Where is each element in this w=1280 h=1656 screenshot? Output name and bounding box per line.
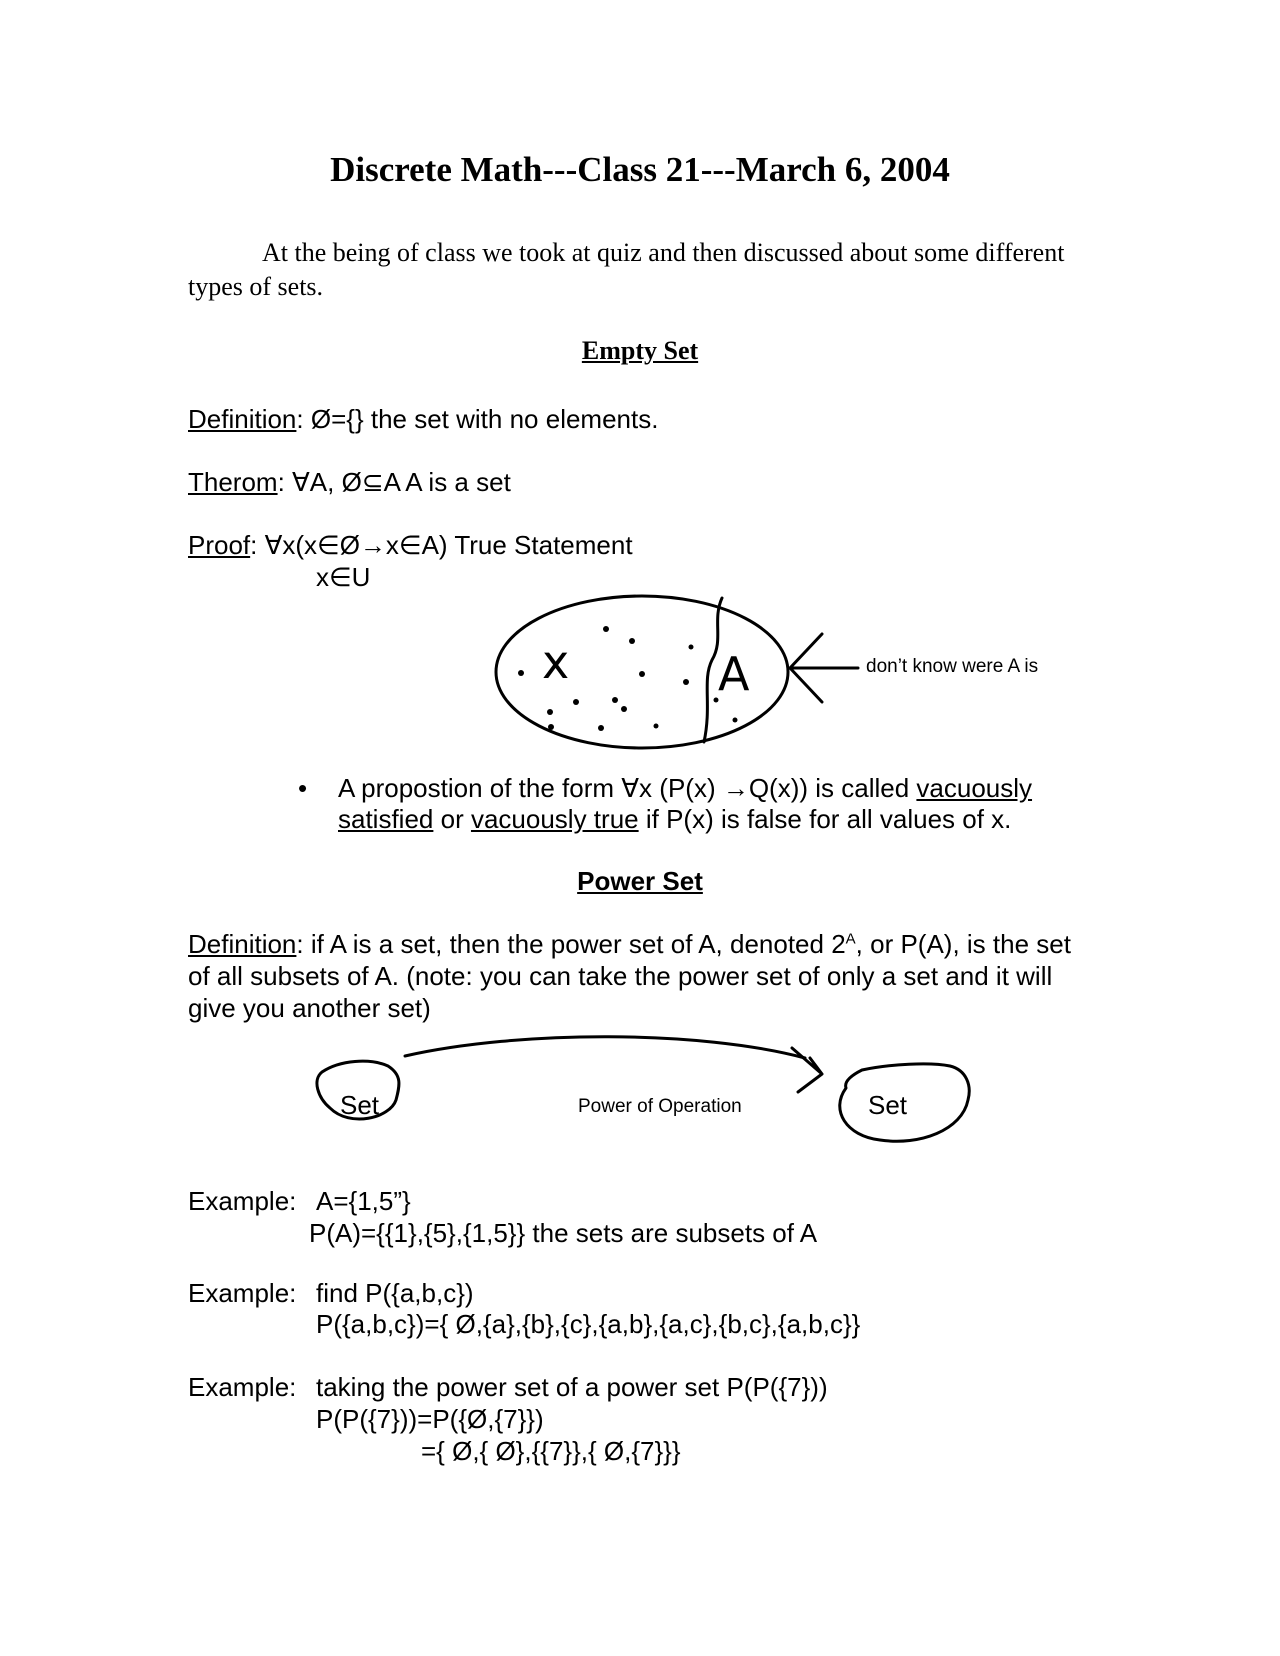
power-set-heading: Power Set bbox=[577, 866, 703, 896]
example-2-line1: find P({a,b,c}) bbox=[316, 1278, 474, 1308]
example-3-line2: P(P({7}))=P({Ø,{7}}) bbox=[316, 1404, 544, 1434]
definition-label: Definition bbox=[188, 404, 297, 434]
definition-part1: : if A is a set, then the power set of A, denoted 2 bbox=[296, 929, 846, 959]
operation-arc bbox=[405, 1037, 805, 1058]
bullet-part1: A propostion of the form ∀x (P(x) →Q(x)) is called bbox=[338, 773, 917, 803]
bullet-term1: vacuously satisfied bbox=[338, 773, 1033, 834]
definition-superscript: A bbox=[845, 930, 856, 948]
diagram-operation-label: Power of Operation bbox=[578, 1096, 742, 1117]
theorem-label: Therom bbox=[188, 467, 278, 497]
bullet-part2: or bbox=[433, 804, 471, 834]
empty-set-heading: Empty Set bbox=[581, 336, 699, 365]
example-2-line2: P({a,b,c})={ Ø,{a},{b},{c},{a,b},{a,c},{b,c},{a,b,c}} bbox=[316, 1309, 861, 1339]
diagram-x-label: x bbox=[542, 635, 570, 689]
diagram-right-set: Set bbox=[868, 1090, 908, 1120]
vacuous-bullet bbox=[338, 773, 1098, 835]
diagram-a-label: A bbox=[718, 647, 750, 701]
bullet-icon: • bbox=[298, 773, 308, 803]
power-set-definition bbox=[188, 928, 1088, 1024]
theorem-text: : ∀A, Ø⊆A A is a set bbox=[277, 467, 511, 497]
example-3-line3: ={ Ø,{ Ø},{{7}},{ Ø,{7}}} bbox=[421, 1436, 681, 1466]
page-title: Discrete Math---Class 21---March 6, 2004 bbox=[330, 150, 950, 189]
example-3-line1: taking the power set of a power set P(P({7})) bbox=[316, 1372, 828, 1402]
example-2-label: Example: bbox=[188, 1278, 297, 1308]
definition-text: : Ø={} the set with no elements. bbox=[296, 404, 659, 434]
example-3-label: Example: bbox=[188, 1372, 297, 1402]
intro-text: At the being of class we took at quiz and then discussed about some different types of sets. bbox=[188, 238, 1065, 301]
example-1-line1: A={1,5”} bbox=[316, 1186, 411, 1216]
proof-label: Proof bbox=[188, 530, 251, 560]
proof-text: : ∀x(x∈Ø→x∈A) True Statement bbox=[250, 530, 633, 560]
example-1-label: Example: bbox=[188, 1186, 297, 1216]
definition-label: Definition bbox=[188, 929, 297, 959]
diagram-left-set: Set bbox=[340, 1090, 380, 1120]
arrow-icon bbox=[790, 634, 858, 702]
definition-part2: , or P(A), is the set of all subsets of A. (note: you can take the power set of only a set and it will give you another set) bbox=[188, 929, 1071, 1023]
example-1-line2: P(A)={{1},{5},{1,5}} the sets are subsets of A bbox=[309, 1218, 818, 1248]
bullet-part3: if P(x) is false for all values of x. bbox=[638, 804, 1012, 834]
bullet-term2: vacuously true bbox=[470, 804, 639, 834]
proof-line-2: x∈U bbox=[316, 562, 371, 592]
diagram-annotation: don’t know were A is bbox=[866, 656, 1039, 677]
